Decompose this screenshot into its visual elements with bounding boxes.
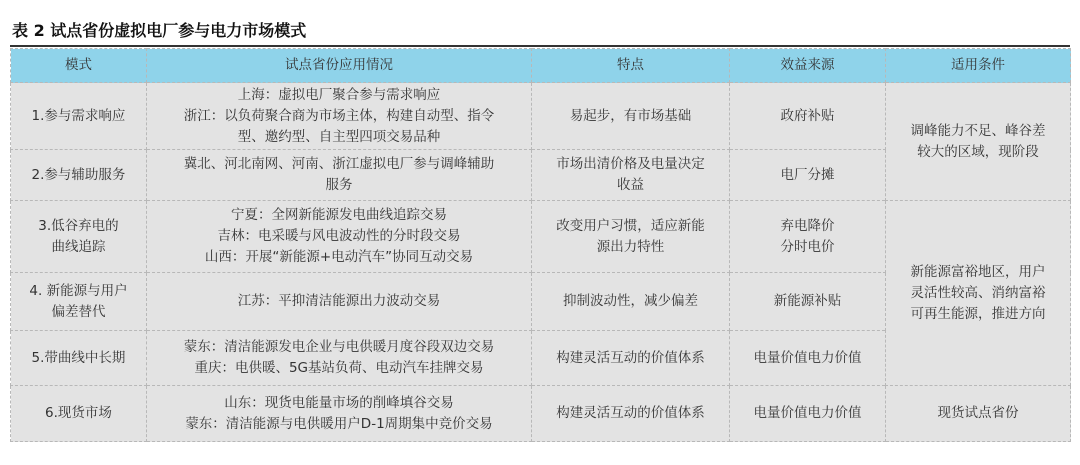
cell-line: 服务: [325, 177, 353, 193]
benefit-cell: [730, 273, 886, 331]
mode-cell: [11, 273, 147, 331]
applications-cell: [147, 201, 532, 273]
header-applications: 试点省份应用情况: [147, 49, 532, 83]
benefit-cell: [730, 201, 886, 273]
cell-line: 电厂分摊: [780, 166, 835, 183]
cell-line: 上海：虚拟电厂聚合参与需求响应: [237, 86, 441, 103]
header-benefit-source: 效益来源: [730, 49, 886, 83]
cell-line: 新能源富裕地区，用户: [910, 263, 1046, 280]
cell-line: 山西：开展“新能源+电动汽车”协同互动交易: [204, 249, 474, 265]
cell-line: 源出力特性: [596, 238, 665, 255]
cell-line: 曲线追踪: [51, 238, 106, 255]
cell-line: 江苏：平抑清洁能源出力波动交易: [237, 293, 441, 309]
condition-cell: [886, 201, 1071, 386]
benefit-cell: [730, 150, 886, 201]
feature-cell: [532, 273, 730, 331]
applications-cell: [147, 83, 532, 150]
cell-line: 政府补贴: [780, 107, 835, 124]
applications-cell: [147, 150, 532, 201]
applications-cell: [147, 273, 532, 331]
cell-line: 偏差替代: [51, 303, 106, 320]
cell-line: 调峰能力不足、峰谷差: [910, 122, 1046, 139]
pilot-mode-table: [10, 48, 1071, 442]
header-mode: 模式: [11, 49, 147, 83]
cell-line: 5.带曲线中长期: [31, 349, 126, 366]
cell-line: 浙江：以负荷聚合商为市场主体，构建自动型、指令: [183, 107, 495, 124]
header-features: 特点: [532, 49, 730, 83]
cell-line: 蒙东：清洁能源发电企业与电供暖月度谷段双边交易: [183, 339, 495, 355]
cell-line: 吉林：电采暖与风电波动性的分时段交易: [217, 228, 461, 244]
cell-line: 型、邀约型、自主型四项交易品种: [237, 128, 441, 145]
mode-cell: [11, 83, 147, 150]
cell-line: 6.现货市场: [45, 405, 112, 421]
cell-line: 3.低谷弃电的: [38, 217, 119, 234]
cell-line: 易起步，有市场基础: [569, 107, 692, 124]
feature-cell: [532, 83, 730, 150]
cell-line: 较大的区域，现阶段: [917, 143, 1039, 160]
cell-line: 4. 新能源与用户: [29, 282, 128, 299]
condition-cell: [886, 386, 1071, 442]
cell-line: 可再生能源，推进方向: [910, 305, 1046, 322]
table-row: [11, 386, 1071, 442]
mode-cell: [11, 201, 147, 273]
benefit-cell: [730, 386, 886, 442]
header-row: [11, 49, 1071, 83]
table-row: [11, 83, 1071, 150]
cell-line: 蒙东：清洁能源与电供暖用户D-1周期集中竞价交易: [185, 415, 493, 432]
cell-line: 冀北、河北南网、河南、浙江虚拟电厂参与调峰辅助: [183, 156, 495, 172]
cell-line: 构建灵活互动的价值体系: [556, 349, 705, 366]
benefit-cell: [730, 331, 886, 386]
cell-line: 电量价值电力价值: [753, 349, 862, 366]
feature-cell: [532, 201, 730, 273]
feature-cell: [532, 150, 730, 201]
feature-cell: [532, 386, 730, 442]
cell-line: 山东：现货电能量市场的削峰填谷交易: [224, 394, 454, 411]
cell-line: 现货试点省份: [937, 405, 1019, 421]
cell-line: 市场出清价格及电量决定: [556, 156, 705, 172]
mode-cell: [11, 150, 147, 201]
condition-cell: [886, 83, 1071, 201]
cell-line: 弃电降价: [780, 217, 835, 234]
feature-cell: [532, 331, 730, 386]
benefit-cell: [730, 83, 886, 150]
cell-line: 收益: [617, 177, 644, 193]
table-title: 表 2 试点省份虚拟电厂参与电力市场模式: [12, 21, 307, 40]
cell-line: 灵活性较高、消纳富裕: [910, 284, 1046, 301]
applications-cell: [147, 331, 532, 386]
title-rule: [10, 45, 1070, 47]
cell-line: 新能源补贴: [773, 293, 842, 309]
cell-line: 分时电价: [780, 238, 835, 255]
header-conditions: 适用条件: [886, 49, 1071, 83]
cell-line: 抑制波动性，减少偏差: [563, 293, 698, 309]
cell-line: 重庆：电供暖、5G基站负荷、电动汽车挂牌交易: [194, 360, 484, 376]
cell-line: 宁夏：全网新能源发电曲线追踪交易: [231, 207, 447, 223]
applications-cell: [147, 386, 532, 442]
cell-line: 1.参与需求响应: [31, 107, 126, 124]
cell-line: 电量价值电力价值: [753, 405, 862, 421]
mode-cell: [11, 331, 147, 386]
cell-line: 2.参与辅助服务: [31, 166, 126, 183]
cell-line: 构建灵活互动的价值体系: [556, 405, 705, 421]
cell-line: 改变用户习惯，适应新能: [556, 217, 705, 234]
mode-cell: [11, 386, 147, 442]
table-row: [11, 201, 1071, 273]
